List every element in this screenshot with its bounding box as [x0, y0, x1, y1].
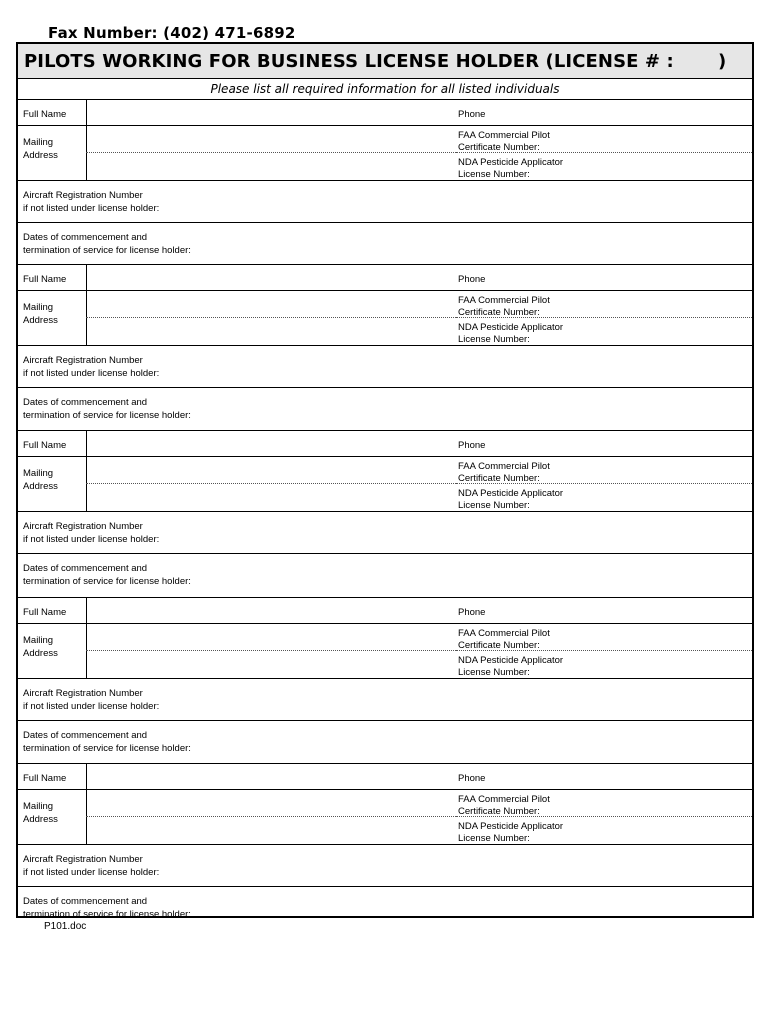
service-dates-label: Dates of commencement and — [23, 397, 148, 408]
nda-license-number-field[interactable] — [578, 496, 748, 510]
nda-license-number-label: License Number: — [458, 334, 530, 345]
full-name-field[interactable] — [88, 433, 454, 455]
row-divider — [18, 844, 752, 845]
pilot-entry-5 — [18, 763, 752, 928]
faa-cert-label: FAA Commercial Pilot — [458, 628, 550, 639]
faa-cert-number-field[interactable] — [578, 138, 748, 151]
mailing-address-line1-field[interactable] — [88, 292, 454, 316]
nda-applicator-label: NDA Pesticide Applicator — [458, 157, 564, 168]
faa-cert-number-field[interactable] — [578, 469, 748, 482]
footer-doc-name: P101.doc — [44, 921, 87, 932]
row-divider — [18, 511, 752, 512]
phone-field[interactable] — [538, 766, 748, 788]
phone-label: Phone — [458, 109, 486, 120]
aircraft-registration-label: Aircraft Registration Number — [23, 854, 143, 865]
service-dates-sublabel: termination of service for license holder: — [23, 245, 191, 256]
mailing-address-line1-field[interactable] — [88, 127, 454, 151]
address-label: Address — [23, 481, 58, 492]
address-label: Address — [23, 814, 58, 825]
aircraft-registration-field[interactable] — [208, 682, 748, 718]
faa-cert-label: FAA Commercial Pilot — [458, 461, 550, 472]
full-name-label: Full Name — [23, 440, 67, 451]
service-dates-label: Dates of commencement and — [23, 563, 148, 574]
aircraft-registration-field[interactable] — [208, 184, 748, 220]
mailing-address-line2-field[interactable] — [88, 652, 454, 677]
faa-cert-number-label: Certificate Number: — [458, 307, 540, 318]
aircraft-registration-sublabel: if not listed under license holder: — [23, 203, 160, 214]
nda-license-number-field[interactable] — [578, 165, 748, 179]
column-divider — [86, 598, 87, 678]
mailing-address-line2-field[interactable] — [88, 319, 454, 344]
column-divider — [86, 764, 87, 844]
pilot-entry-3 — [18, 430, 752, 597]
faa-cert-number-label: Certificate Number: — [458, 473, 540, 484]
row-divider — [18, 387, 752, 388]
row-divider — [18, 456, 752, 457]
aircraft-registration-sublabel: if not listed under license holder: — [23, 368, 160, 379]
row-divider — [18, 886, 752, 887]
full-name-field[interactable] — [88, 600, 454, 622]
pilot-entry-1 — [18, 99, 752, 264]
mailing-address-line2-field[interactable] — [88, 154, 454, 179]
service-dates-label: Dates of commencement and — [23, 730, 148, 741]
phone-label: Phone — [458, 274, 486, 285]
nda-applicator-label: NDA Pesticide Applicator — [458, 821, 564, 832]
phone-field[interactable] — [538, 267, 748, 289]
faa-cert-label: FAA Commercial Pilot — [458, 130, 550, 141]
pilot-blocks — [18, 99, 752, 928]
row-divider — [18, 290, 752, 291]
nda-license-number-field[interactable] — [578, 829, 748, 843]
full-name-label: Full Name — [23, 773, 67, 784]
mailing-label: Mailing — [23, 137, 54, 148]
aircraft-registration-label: Aircraft Registration Number — [23, 190, 143, 201]
aircraft-registration-label: Aircraft Registration Number — [23, 355, 143, 366]
nda-applicator-label: NDA Pesticide Applicator — [458, 488, 564, 499]
aircraft-registration-sublabel: if not listed under license holder: — [23, 534, 160, 545]
phone-field[interactable] — [538, 600, 748, 622]
row-divider — [18, 125, 752, 126]
form-subtitle: Please list all required information for all listed individuals — [210, 82, 560, 96]
pilot-entry-2 — [18, 264, 752, 430]
nda-license-number-label: License Number: — [458, 169, 530, 180]
address-dotted-line — [86, 650, 456, 651]
service-dates-sublabel: termination of service for license holder: — [23, 410, 191, 421]
nda-license-number-label: License Number: — [458, 833, 530, 844]
service-dates-label: Dates of commencement and — [23, 896, 148, 907]
column-divider — [86, 431, 87, 511]
pilot-form — [16, 42, 754, 918]
row-divider — [18, 789, 752, 790]
service-dates-label: Dates of commencement and — [23, 232, 148, 243]
faa-cert-number-field[interactable] — [578, 802, 748, 815]
aircraft-registration-sublabel: if not listed under license holder: — [23, 867, 160, 878]
full-name-field[interactable] — [88, 267, 454, 289]
nda-license-number-field[interactable] — [578, 330, 748, 344]
full-name-label: Full Name — [23, 109, 67, 120]
phone-field[interactable] — [538, 102, 748, 124]
mailing-label: Mailing — [23, 302, 54, 313]
full-name-label: Full Name — [23, 274, 67, 285]
service-dates-sublabel: termination of service for license holder: — [23, 909, 191, 920]
address-label: Address — [23, 315, 58, 326]
faa-cert-number-field[interactable] — [578, 636, 748, 649]
aircraft-registration-field[interactable] — [208, 515, 748, 551]
row-divider — [18, 553, 752, 554]
mailing-label: Mailing — [23, 801, 54, 812]
address-label: Address — [23, 150, 58, 161]
address-dotted-line — [86, 483, 456, 484]
phone-label: Phone — [458, 607, 486, 618]
faa-cert-label: FAA Commercial Pilot — [458, 794, 550, 805]
row-divider — [18, 180, 752, 181]
nda-license-number-field[interactable] — [578, 663, 748, 677]
address-dotted-line — [86, 317, 456, 318]
column-divider — [86, 100, 87, 180]
faa-cert-number-label: Certificate Number: — [458, 806, 540, 817]
service-dates-field[interactable] — [228, 889, 748, 927]
aircraft-registration-label: Aircraft Registration Number — [23, 688, 143, 699]
service-dates-field[interactable] — [228, 225, 748, 263]
full-name-field[interactable] — [88, 102, 454, 124]
faa-cert-number-label: Certificate Number: — [458, 640, 540, 651]
mailing-address-line1-field[interactable] — [88, 458, 454, 482]
address-dotted-line — [86, 816, 456, 817]
row-divider — [18, 623, 752, 624]
faa-cert-label: FAA Commercial Pilot — [458, 295, 550, 306]
mailing-address-line1-field[interactable] — [88, 791, 454, 815]
address-label: Address — [23, 648, 58, 659]
mailing-address-line2-field[interactable] — [88, 485, 454, 510]
row-divider — [18, 720, 752, 721]
nda-applicator-label: NDA Pesticide Applicator — [458, 655, 564, 666]
row-divider — [18, 345, 752, 346]
mailing-address-line1-field[interactable] — [88, 625, 454, 649]
column-divider — [86, 265, 87, 345]
mailing-label: Mailing — [23, 468, 54, 479]
phone-label: Phone — [458, 440, 486, 451]
address-dotted-line — [86, 152, 456, 153]
fax-number: Fax Number: (402) 471-6892 — [48, 24, 296, 42]
nda-applicator-label: NDA Pesticide Applicator — [458, 322, 564, 333]
nda-license-number-label: License Number: — [458, 500, 530, 511]
mailing-label: Mailing — [23, 635, 54, 646]
aircraft-registration-sublabel: if not listed under license holder: — [23, 701, 160, 712]
aircraft-registration-field[interactable] — [208, 848, 748, 884]
row-divider — [18, 222, 752, 223]
service-dates-field[interactable] — [228, 723, 748, 761]
faa-cert-number-field[interactable] — [578, 303, 748, 316]
form-title: PILOTS WORKING FOR BUSINESS LICENSE HOLDER (LICENSE # : — [24, 51, 674, 72]
aircraft-registration-field[interactable] — [208, 349, 748, 385]
service-dates-field[interactable] — [228, 556, 748, 594]
service-dates-sublabel: termination of service for license holder: — [23, 576, 191, 587]
phone-label: Phone — [458, 773, 486, 784]
service-dates-field[interactable] — [228, 390, 748, 428]
nda-license-number-label: License Number: — [458, 667, 530, 678]
title-bar — [18, 44, 752, 79]
mailing-address-line2-field[interactable] — [88, 818, 454, 843]
form-title-close: ) — [718, 51, 727, 72]
aircraft-registration-label: Aircraft Registration Number — [23, 521, 143, 532]
pilot-entry-4 — [18, 597, 752, 763]
full-name-label: Full Name — [23, 607, 67, 618]
phone-field[interactable] — [538, 433, 748, 455]
faa-cert-number-label: Certificate Number: — [458, 142, 540, 153]
row-divider — [18, 678, 752, 679]
full-name-field[interactable] — [88, 766, 454, 788]
service-dates-sublabel: termination of service for license holder: — [23, 743, 191, 754]
